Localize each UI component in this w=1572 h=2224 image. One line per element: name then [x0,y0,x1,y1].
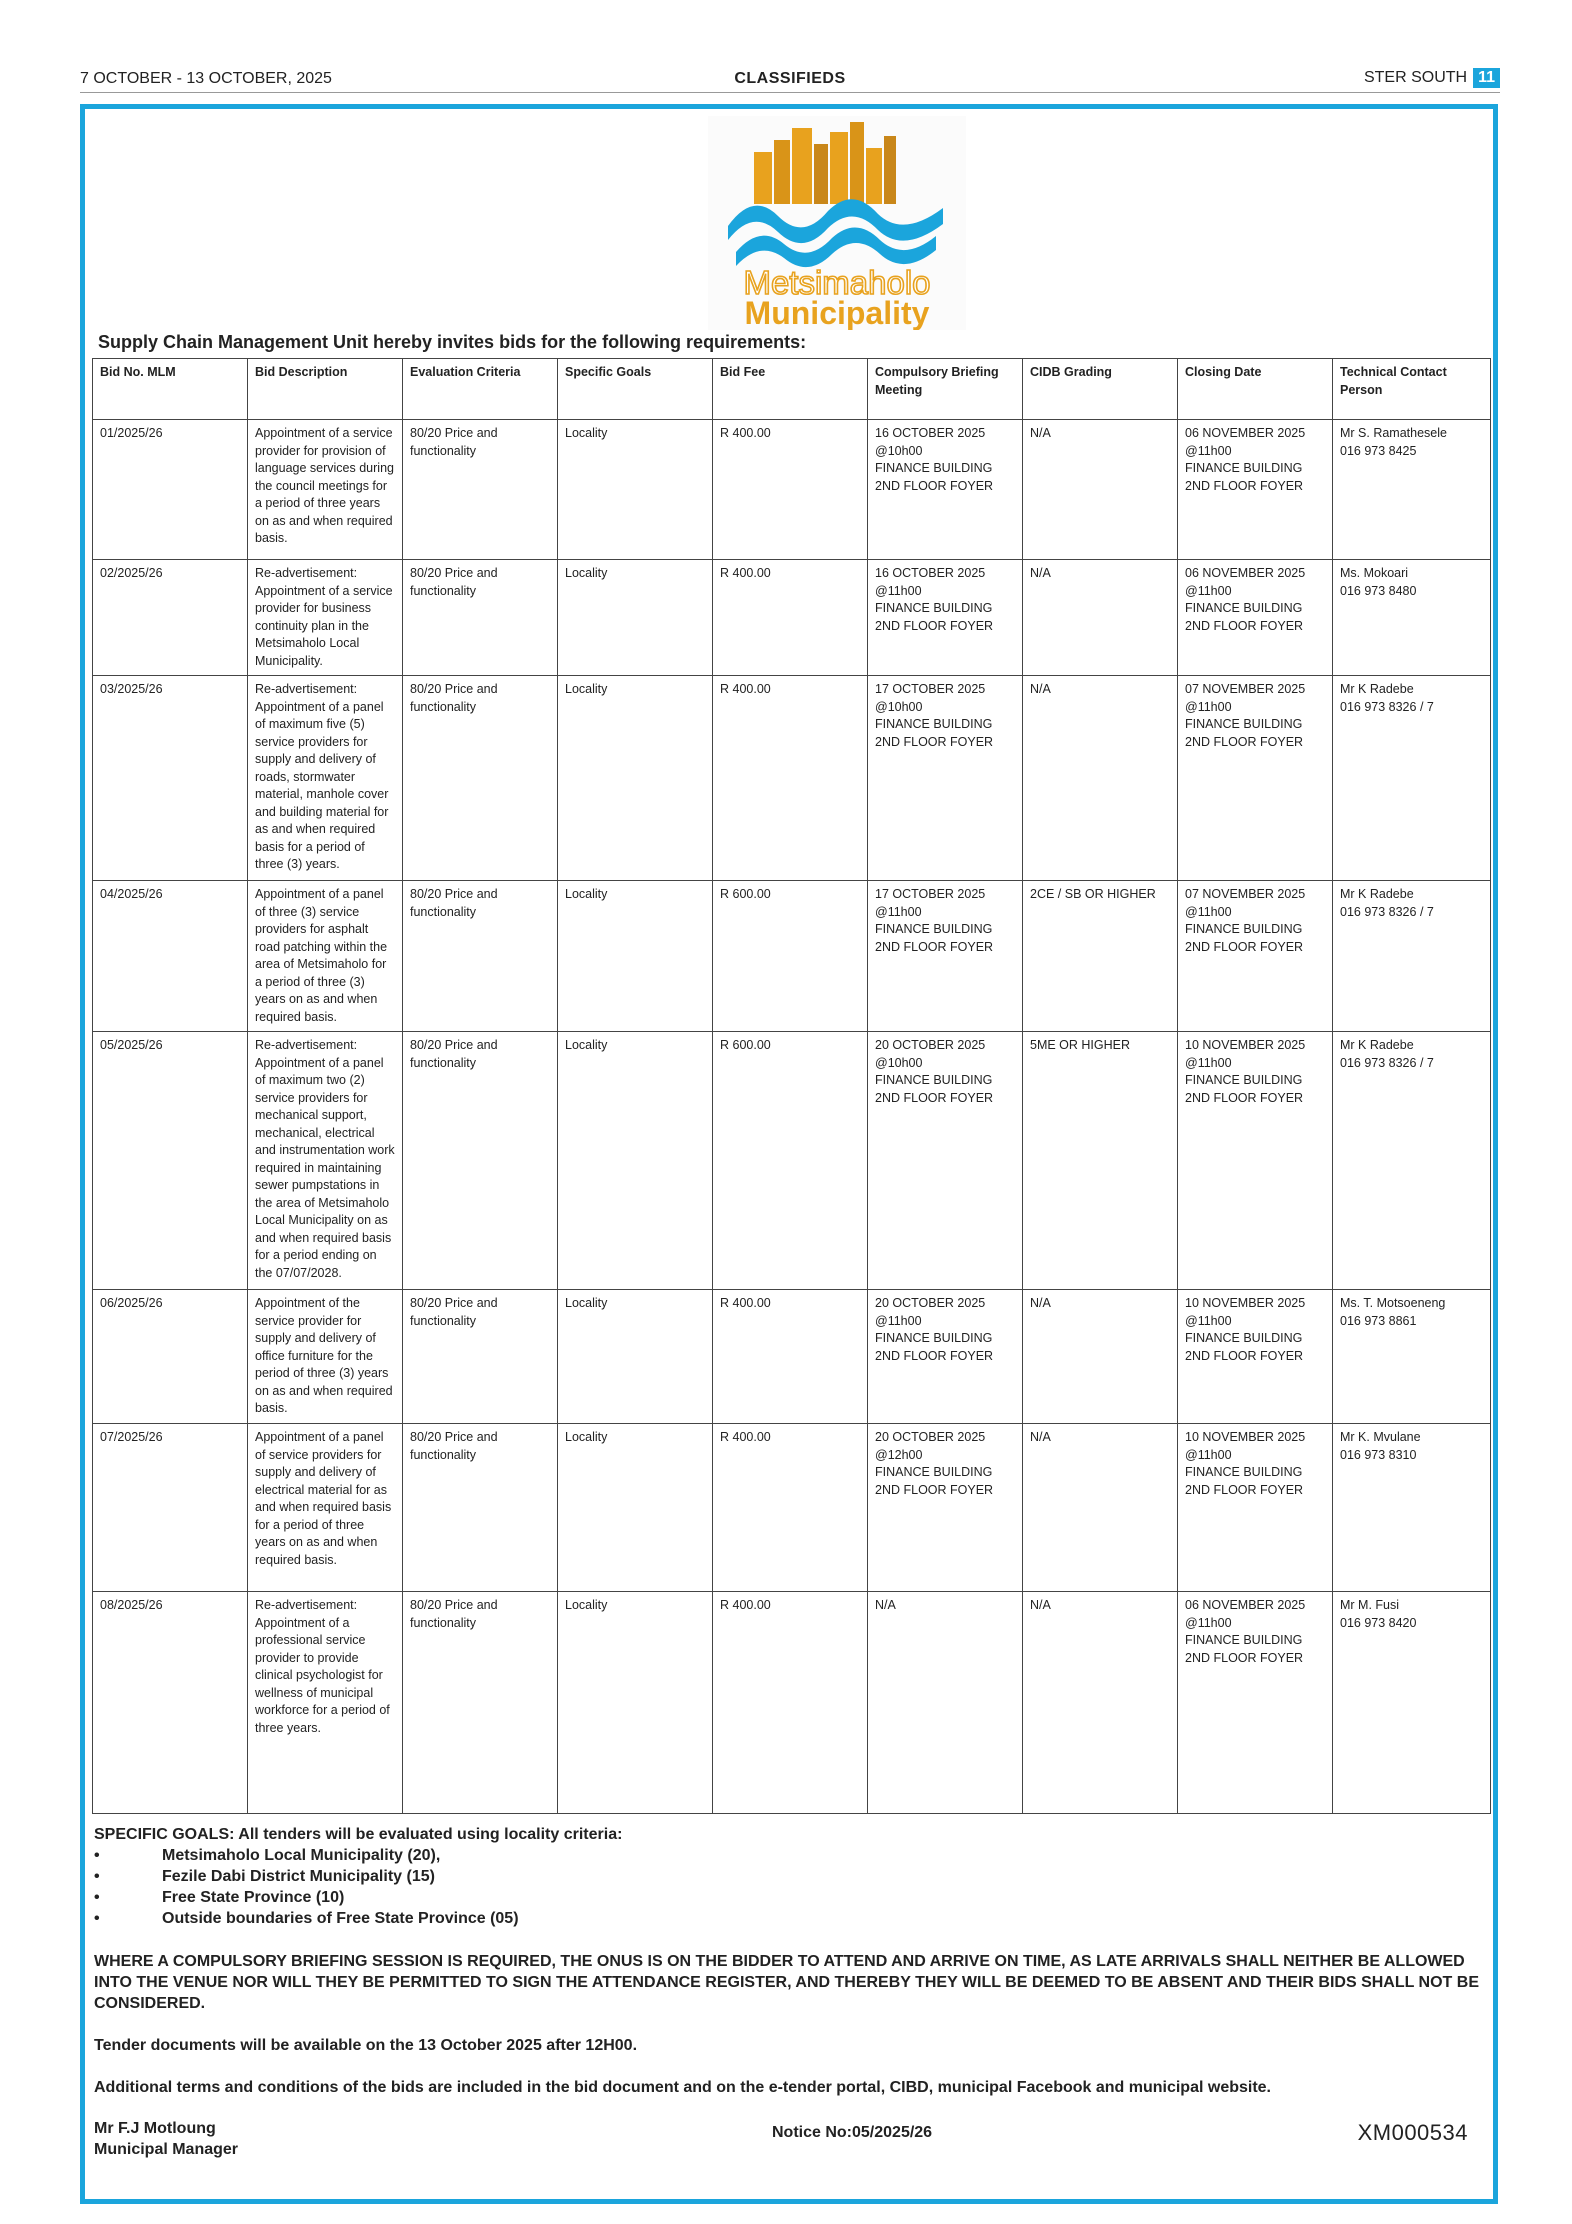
bid-no-cell: 01/2025/26 [93,420,248,560]
terms-note: Additional terms and conditions of the bids are included in the bid document and on the e-tender portal, CIBD, municipal Facebook and municipal website. [94,2079,1271,2096]
goal-item: • Fezile Dabi District Municipality (15) [94,1866,1490,1887]
issue-date: 7 OCTOBER - 13 OCTOBER, 2025 [80,70,332,87]
briefing-warning: WHERE A COMPULSORY BRIEFING SESSION IS REQUIRED, THE ONUS IS ON THE BIDDER TO ATTEND AND ARRIVE ON TIME, AS LATE ARRIVALS SHALL NEITHER BE ALLOWED INTO THE VENUE NOR WILL THEY BE PERMITTED TO SIGN THE ATTENDANCE REGISTER, AND THEREBY THEY WILL BE DEEMED TO BE ABSENT AND THEIR BIDS SHALL NOT BE CONSIDERED. [94,1953,1479,2012]
cidb-cell: 2CE / SB OR HIGHER [1023,881,1178,1032]
bids-table [92,358,1491,1814]
description-cell: Appointment of a service provider for provision of language services during the council meetings for a period of three years on as and when required basis. [248,420,403,560]
table-row [93,1592,1491,1814]
intro-text: Supply Chain Management Unit hereby invites bids for the following requirements: [98,332,807,352]
description-cell: Re-advertisement: Appointment of a professional service provider to provide clinical psychologist for wellness of municipal workforce for a period of three years. [248,1592,403,1814]
contact-cell: Mr K. Mvulane 016 973 8310 [1333,1424,1491,1592]
table-row [93,881,1491,1032]
description-cell: Appointment of a panel of three (3) service providers for asphalt road patching within the area of Metsimaholo for a period of three (3) years on as and when required basis. [248,881,403,1032]
bid-no-cell: 04/2025/26 [93,881,248,1032]
description-cell: Appointment of the service provider for supply and delivery of office furniture for the period of three (3) years on as and when required basis. [248,1290,403,1424]
bid-no-cell: 05/2025/26 [93,1032,248,1290]
header-evaluation-criteria: Evaluation Criteria [403,359,558,420]
goal-item: • Metsimaholo Local Municipality (20), [94,1845,1490,1866]
goals-cell: Locality [558,420,713,560]
table-row [93,676,1491,881]
closing-cell: 10 NOVEMBER 2025 @11h00 FINANCE BUILDING 2ND FLOOR FOYER [1178,1032,1333,1290]
goals-cell: Locality [558,1290,713,1424]
fee-cell: R 400.00 [713,560,868,676]
fee-cell: R 600.00 [713,881,868,1032]
briefing-cell: 20 OCTOBER 2025 @10h00 FINANCE BUILDING 2ND FLOOR FOYER [868,1032,1023,1290]
logo-line-1: Metsimaholo [743,264,931,301]
table-row [93,420,1491,560]
cidb-cell: N/A [1023,676,1178,881]
signer-title: Municipal Manager [94,2141,239,2158]
criteria-cell: 80/20 Price and functionality [403,1290,558,1424]
fee-cell: R 400.00 [713,1290,868,1424]
criteria-cell: 80/20 Price and functionality [403,881,558,1032]
notice-number: Notice No:05/2025/26 [772,2124,933,2141]
masthead [80,68,1500,93]
goals-heading: SPECIFIC GOALS: All tenders will be evaluated using locality criteria: [94,1826,623,1843]
logo-line-2: Municipality [744,295,930,330]
contact-cell: Mr K Radebe 016 973 8326 / 7 [1333,881,1491,1032]
fee-cell: R 400.00 [713,1592,868,1814]
table-row [93,560,1491,676]
tender-documents-note: Tender documents will be available on the 13 October 2025 after 12H00. [94,2037,638,2054]
table-row [93,1032,1491,1290]
table-header-row [93,359,1491,420]
closing-cell: 06 NOVEMBER 2025 @11h00 FINANCE BUILDING 2ND FLOOR FOYER [1178,560,1333,676]
header-contact-person: Technical Contact Person [1333,359,1491,420]
cidb-cell: N/A [1023,560,1178,676]
description-cell: Re-advertisement: Appointment of a service provider for business continuity plan in the Metsimaholo Local Municipality. [248,560,403,676]
briefing-cell: 20 OCTOBER 2025 @11h00 FINANCE BUILDING 2ND FLOOR FOYER [868,1290,1023,1424]
goals-cell: Locality [558,1592,713,1814]
contact-cell: Mr M. Fusi 016 973 8420 [1333,1592,1491,1814]
closing-cell: 10 NOVEMBER 2025 @11h00 FINANCE BUILDING 2ND FLOOR FOYER [1178,1290,1333,1424]
briefing-cell: 17 OCTOBER 2025 @11h00 FINANCE BUILDING 2ND FLOOR FOYER [868,881,1023,1032]
briefing-cell: N/A [868,1592,1023,1814]
header-bid-no: Bid No. MLM [93,359,248,420]
publication-info [1364,68,1500,88]
header-bid-fee: Bid Fee [713,359,868,420]
signer-name: Mr F.J Motloung [94,2120,216,2137]
municipality-logo [708,116,966,330]
cidb-cell: N/A [1023,1592,1178,1814]
goals-cell: Locality [558,560,713,676]
criteria-cell: 80/20 Price and functionality [403,1424,558,1592]
goals-cell: Locality [558,676,713,881]
bid-no-cell: 08/2025/26 [93,1592,248,1814]
notes-section [94,1824,1490,2160]
bid-no-cell: 02/2025/26 [93,560,248,676]
criteria-cell: 80/20 Price and functionality [403,560,558,676]
closing-cell: 07 NOVEMBER 2025 @11h00 FINANCE BUILDING 2ND FLOOR FOYER [1178,676,1333,881]
fee-cell: R 400.00 [713,420,868,560]
closing-cell: 06 NOVEMBER 2025 @11h00 FINANCE BUILDING 2ND FLOOR FOYER [1178,1592,1333,1814]
fee-cell: R 400.00 [713,676,868,881]
closing-cell: 06 NOVEMBER 2025 @11h00 FINANCE BUILDING 2ND FLOOR FOYER [1178,420,1333,560]
contact-cell: Ms. T. Motsoeneng 016 973 8861 [1333,1290,1491,1424]
fee-cell: R 400.00 [713,1424,868,1592]
bid-no-cell: 06/2025/26 [93,1290,248,1424]
criteria-cell: 80/20 Price and functionality [403,420,558,560]
criteria-cell: 80/20 Price and functionality [403,676,558,881]
contact-cell: Mr K Radebe 016 973 8326 / 7 [1333,676,1491,881]
contact-cell: Mr K Radebe 016 973 8326 / 7 [1333,1032,1491,1290]
publication-name: STER SOUTH [1363,69,1468,86]
header-briefing-meeting: Compulsory Briefing Meeting [868,359,1023,420]
description-cell: Re-advertisement: Appointment of a panel of maximum two (2) service providers for mechanical support, mechanical, electrical and instrumentation work required in maintaining sewer pumpstations in the area of Metsimaholo Local Municipality on as and when required basis for a period ending on the 07/07/2028. [248,1032,403,1290]
goal-item: • Free State Province (10) [94,1887,1490,1908]
closing-cell: 07 NOVEMBER 2025 @11h00 FINANCE BUILDING 2ND FLOOR FOYER [1178,881,1333,1032]
bid-no-cell: 07/2025/26 [93,1424,248,1592]
criteria-cell: 80/20 Price and functionality [403,1032,558,1290]
cidb-cell: N/A [1023,1424,1178,1592]
cidb-cell: 5ME OR HIGHER [1023,1032,1178,1290]
header-specific-goals: Specific Goals [558,359,713,420]
contact-cell: Mr S. Ramathesele 016 973 8425 [1333,420,1491,560]
goals-cell: Locality [558,1032,713,1290]
goals-cell: Locality [558,881,713,1032]
table-row [93,1290,1491,1424]
header-cidb-grading: CIDB Grading [1023,359,1178,420]
table-row [93,1424,1491,1592]
contact-cell: Ms. Mokoari 016 973 8480 [1333,560,1491,676]
goals-list [94,1845,1490,1929]
fee-cell: R 600.00 [713,1032,868,1290]
cidb-cell: N/A [1023,1290,1178,1424]
closing-cell: 10 NOVEMBER 2025 @11h00 FINANCE BUILDING 2ND FLOOR FOYER [1178,1424,1333,1592]
goals-cell: Locality [558,1424,713,1592]
briefing-cell: 20 OCTOBER 2025 @12h00 FINANCE BUILDING 2ND FLOOR FOYER [868,1424,1023,1592]
briefing-cell: 16 OCTOBER 2025 @11h00 FINANCE BUILDING 2ND FLOOR FOYER [868,560,1023,676]
description-cell: Re-advertisement: Appointment of a panel of maximum five (5) service providers for supply and delivery of roads, stormwater material, manhole cover and building material for as and when required basis for a period of three (3) years. [248,676,403,881]
section-title: CLASSIFIEDS [734,70,846,87]
header-bid-description: Bid Description [248,359,403,420]
goal-item: • Outside boundaries of Free State Province (05) [94,1908,1490,1929]
briefing-cell: 16 OCTOBER 2025 @10h00 FINANCE BUILDING 2ND FLOOR FOYER [868,420,1023,560]
description-cell: Appointment of a panel of service providers for supply and delivery of electrical material for as and when required basis for a period of three years on as and when required basis. [248,1424,403,1592]
advert-reference: XM000534 [1357,2120,1468,2145]
header-closing-date: Closing Date [1178,359,1333,420]
bid-no-cell: 03/2025/26 [93,676,248,881]
criteria-cell: 80/20 Price and functionality [403,1592,558,1814]
page-number: 11 [1473,68,1500,88]
briefing-cell: 17 OCTOBER 2025 @10h00 FINANCE BUILDING 2ND FLOOR FOYER [868,676,1023,881]
cidb-cell: N/A [1023,420,1178,560]
